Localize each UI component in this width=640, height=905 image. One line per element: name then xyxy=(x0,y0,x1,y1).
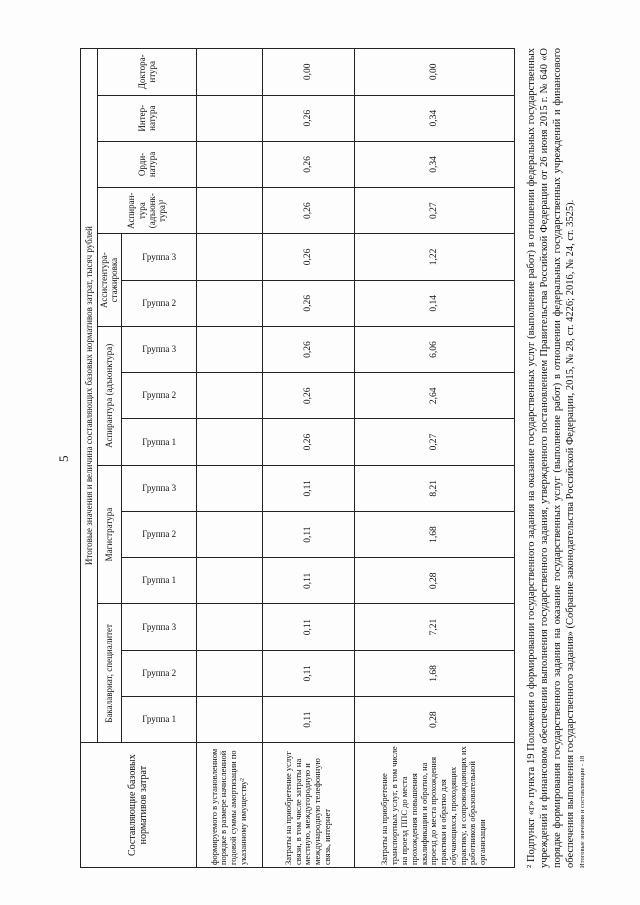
value-cell xyxy=(196,650,262,696)
value-cell xyxy=(196,280,262,326)
value-cell: 0,26 xyxy=(262,373,354,419)
subgroup-header: Группа 2 xyxy=(121,511,196,557)
subgroup-header: Группа 3 xyxy=(121,465,196,511)
subgroup-header: Группа 3 xyxy=(121,234,196,280)
value-cell: 0,11 xyxy=(262,604,354,650)
footnote-text: ² Подпункт «г» пункта 19 Положения о формировании государственного задания на оказание государственных услуг (выполнение работ) в отношении федеральных государственных учреждений и финансовом обеспечении выполнения государственного задания, утвержденного постановлением Правительства Российской Федерации от 26 июня 2015 г. № 640 «О порядке формирования государственного задания на оказание государственных услуг (выполнение работ) в отношении федеральных государственных учреждений и финансового обеспечения выполнения государственного задания» (Собрание законодательства Российской Федерации, 2015, № 28, ст. 4226; 2016, № 24, ст. 3525). xyxy=(525,48,577,868)
value-cell: 2,64 xyxy=(354,373,514,419)
page-number: 5 xyxy=(56,455,71,462)
subgroup-header: Группа 1 xyxy=(121,558,196,604)
value-cell: 0,26 xyxy=(262,234,354,280)
value-cell: 0,26 xyxy=(262,188,354,234)
value-cell: 0,26 xyxy=(262,419,354,465)
value-cell xyxy=(196,697,262,743)
row-label: Затраты на приобретение услуг связи, в том числе затраты на местную, междугородную и международную телефонную связь, интернет xyxy=(262,743,354,868)
group-header: Ассистентура-стажировка xyxy=(98,234,122,327)
value-cell: 0,11 xyxy=(262,511,354,557)
group-header: Бакалавриат, специалитет xyxy=(98,604,122,743)
top-header: Итоговые значения и величина составляющих базовых нормативов затрат, тысяч рублей xyxy=(81,49,98,743)
group-header: Аспирантура (адъюнктура) xyxy=(98,326,122,465)
value-cell xyxy=(196,234,262,280)
value-cell: 0,11 xyxy=(262,697,354,743)
table-row xyxy=(196,49,262,868)
cost-norms-table xyxy=(80,48,515,868)
level-header: Интер-натура xyxy=(98,95,197,141)
value-cell: 0,27 xyxy=(354,188,514,234)
level-header: Аспиран-тура (адъюнк-тура)¹ xyxy=(98,188,197,234)
rotated-page-content xyxy=(80,48,610,868)
value-cell: 0,00 xyxy=(354,49,514,96)
value-cell: 0,26 xyxy=(262,141,354,187)
table-row xyxy=(354,49,514,868)
level-header: Доктора-нтура xyxy=(98,49,197,96)
subgroup-header: Группа 3 xyxy=(121,326,196,372)
value-cell xyxy=(196,326,262,372)
value-cell: 0,27 xyxy=(354,419,514,465)
value-cell: 0,34 xyxy=(354,141,514,187)
subgroup-header: Группа 2 xyxy=(121,373,196,419)
value-cell xyxy=(196,558,262,604)
value-cell: 1,22 xyxy=(354,234,514,280)
value-cell xyxy=(196,511,262,557)
subgroup-header: Группа 2 xyxy=(121,280,196,326)
value-cell: 0,14 xyxy=(354,280,514,326)
row-label: Затраты на приобретение транспортных услуг, в том числе на проезд ППС до места прохождения повышения квалификации и обратно, на проезд до места прохождения практики и обратно для обучающихся, проходящих практику, и сопровождающих их работников образовательной организации xyxy=(354,743,514,868)
value-cell xyxy=(196,141,262,187)
value-cell: 0,11 xyxy=(262,558,354,604)
value-cell: 0,34 xyxy=(354,95,514,141)
footnote-tiny-text: Итоговые значения и составляющие - 18 xyxy=(579,755,587,868)
value-cell: 0,00 xyxy=(262,49,354,96)
value-cell: 0,26 xyxy=(262,326,354,372)
value-cell: 8,21 xyxy=(354,465,514,511)
value-cell: 0,28 xyxy=(354,697,514,743)
value-cell: 6,06 xyxy=(354,326,514,372)
corner-header: Составляющие базовых нормативов затрат xyxy=(81,743,197,868)
value-cell xyxy=(196,465,262,511)
subgroup-header: Группа 2 xyxy=(121,650,196,696)
group-header: Магистратура xyxy=(98,465,122,604)
value-cell xyxy=(196,49,262,96)
value-cell: 0,28 xyxy=(354,558,514,604)
value-cell: 0,26 xyxy=(262,280,354,326)
value-cell xyxy=(196,95,262,141)
subgroup-header: Группа 1 xyxy=(121,697,196,743)
value-cell: 0,11 xyxy=(262,465,354,511)
table-body xyxy=(196,49,514,868)
level-header: Орди-натура xyxy=(98,141,197,187)
value-cell xyxy=(196,419,262,465)
value-cell: 7,21 xyxy=(354,604,514,650)
subgroup-header: Группа 1 xyxy=(121,419,196,465)
value-cell xyxy=(196,373,262,419)
value-cell: 0,11 xyxy=(262,650,354,696)
subgroup-header: Группа 3 xyxy=(121,604,196,650)
value-cell: 0,26 xyxy=(262,95,354,141)
footnote xyxy=(525,48,588,868)
value-cell: 1,68 xyxy=(354,511,514,557)
value-cell: 1,68 xyxy=(354,650,514,696)
table-row xyxy=(262,49,354,868)
value-cell xyxy=(196,188,262,234)
row-label: формируемого в установленном порядке в размере начисленной годовой суммы амортизации по указанному имуществу² xyxy=(196,743,262,868)
value-cell xyxy=(196,604,262,650)
